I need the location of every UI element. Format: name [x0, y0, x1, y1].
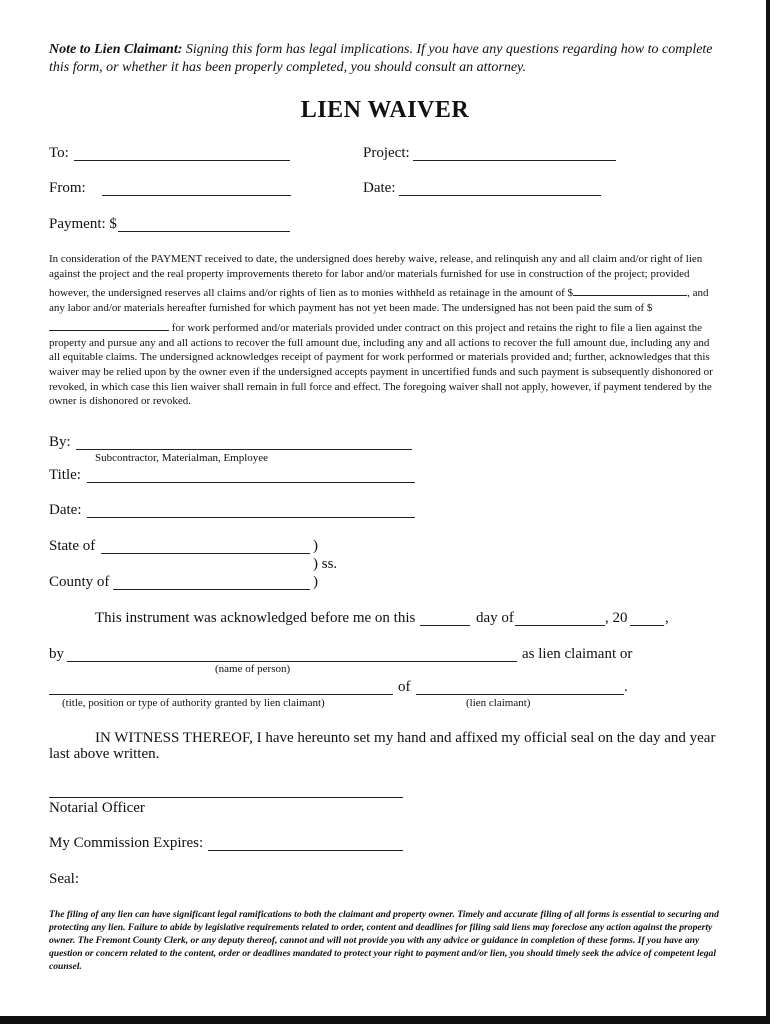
from-label: From: [49, 180, 86, 196]
seal-label: Seal: [49, 871, 79, 887]
ack-text-1: This instrument was acknowledged before me on this [95, 610, 416, 626]
ss-label: ) ss. [313, 556, 338, 572]
title-label: Title: [49, 467, 81, 483]
ack-text-3: , 20 [605, 610, 628, 626]
payment-label: Payment: $ [49, 216, 117, 232]
date-field[interactable] [399, 195, 601, 196]
ack-name-field[interactable] [67, 661, 517, 662]
notarial-officer-label: Notarial Officer [49, 800, 145, 816]
by-signature-line[interactable] [76, 449, 412, 450]
title-field[interactable] [87, 482, 415, 483]
project-field[interactable] [413, 160, 616, 161]
to-label: To: [49, 145, 69, 161]
unpaid-sum-field[interactable] [49, 316, 169, 331]
waiver-text-3: for work performed and/or materials provided under contract on this project and retains the right to file a lien against the property and pursue any and all actions to recover the full amount due, including any and all actions to recover the full amount due, including any and all equitable claims. The undersigned acknowledges receipt of payment for work performed or materials provided and; further, acknowledges that this waiver may be relied upon by the owner even if the undersigned accepts payment in uncertified funds and such payment is subsequently dishonored or revoked, in which case this lien waiver shall remain in full force and effect. The foregoing waiver shall not apply, however, if payment tendered by the owner is dishonored or revoked. [49, 321, 713, 408]
lien-caption: (lien claimant) [466, 697, 531, 709]
of-label: of [398, 679, 411, 695]
county-label: County of [49, 574, 110, 590]
ack-year-field[interactable] [630, 625, 664, 626]
legal-disclaimer: The filing of any lien can have significant legal ramifications to both the claimant and property owner. Timely and accurate filing of all forms is essential to securing and protecting any lien. Failure to abide by legislative requirements related to order, content and deadlines for filing said liens may foreclose any action against the property owner. The Fremont County Clerk, or any deputy thereof, cannot and will not provide you with any advice or guidance in completion of these forms. If you have any question or concern related to the content, order or deadlines mandated to protect your right to payment and/or lien, you should timely seek the advice of competent legal counsel. [49, 909, 719, 972]
state-field[interactable] [101, 553, 310, 554]
waiver-text-2: , and any labor and/or materials hereafter furnished for which payment has not yet been made. The undersigned has not been paid the sum of $ [49, 287, 709, 315]
paren-1: ) [313, 538, 318, 554]
scan-right-edge [766, 0, 770, 1024]
ack-day-field[interactable] [420, 625, 470, 626]
notary-signature-line[interactable] [49, 797, 403, 798]
retainage-amount-field[interactable] [573, 281, 687, 296]
ack-by-label: by [49, 646, 64, 662]
ack-text-2: day of [476, 610, 514, 626]
period-label: . [624, 679, 628, 695]
waiver-text-1: In consideration of the PAYMENT received to date, the undersigned does hereby waive, release, and relinquish any and all claim and/or right of lien against the project and the real property improvements thereto for labor and/or materials furnished for use in construction of the project; provided however, the undersigned reserves all claims and/or rights of lien as to monies withheld as retainage in the amount of $ [49, 253, 703, 300]
to-field[interactable] [74, 160, 290, 161]
as-lien-claimant-label: as lien claimant or [522, 646, 633, 662]
date-label: Date: [363, 180, 396, 196]
county-field[interactable] [113, 589, 310, 590]
paren-2: ) [313, 574, 318, 590]
authority-field[interactable] [49, 694, 393, 695]
commission-label: My Commission Expires: [49, 835, 204, 851]
scan-bottom-edge [0, 1016, 770, 1024]
commission-field[interactable] [208, 850, 403, 851]
note-text: Signing this form has legal implications. If you have any questions regarding how to complete this form, or whether it has been properly completed, you should consult an attorney. [49, 42, 713, 75]
state-label: State of [49, 538, 96, 554]
witness-text: IN WITNESS THEREOF, I have hereunto set my hand and affixed my official seal on the day and year [95, 730, 716, 746]
lien-claimant-field[interactable] [416, 694, 624, 695]
project-label: Project: [363, 145, 410, 161]
sig-date-field[interactable] [87, 517, 415, 518]
sig-date-label: Date: [49, 502, 82, 518]
waiver-paragraph [49, 252, 721, 409]
payment-field[interactable] [118, 231, 290, 232]
ack-month-field[interactable] [515, 625, 605, 626]
note-heading: Note to Lien Claimant: [49, 42, 183, 57]
by-label: By: [49, 434, 71, 450]
page-title: LIEN WAIVER [300, 97, 470, 123]
attorney-note [49, 41, 729, 77]
from-field[interactable] [102, 195, 291, 196]
ack-text-4: , [665, 610, 669, 626]
title-caption: (title, position or type of authority granted by lien claimant) [62, 697, 325, 709]
name-caption: (name of person) [215, 663, 291, 675]
witness-text-2: last above written. [49, 746, 160, 762]
by-caption: Subcontractor, Materialman, Employee [95, 452, 269, 464]
